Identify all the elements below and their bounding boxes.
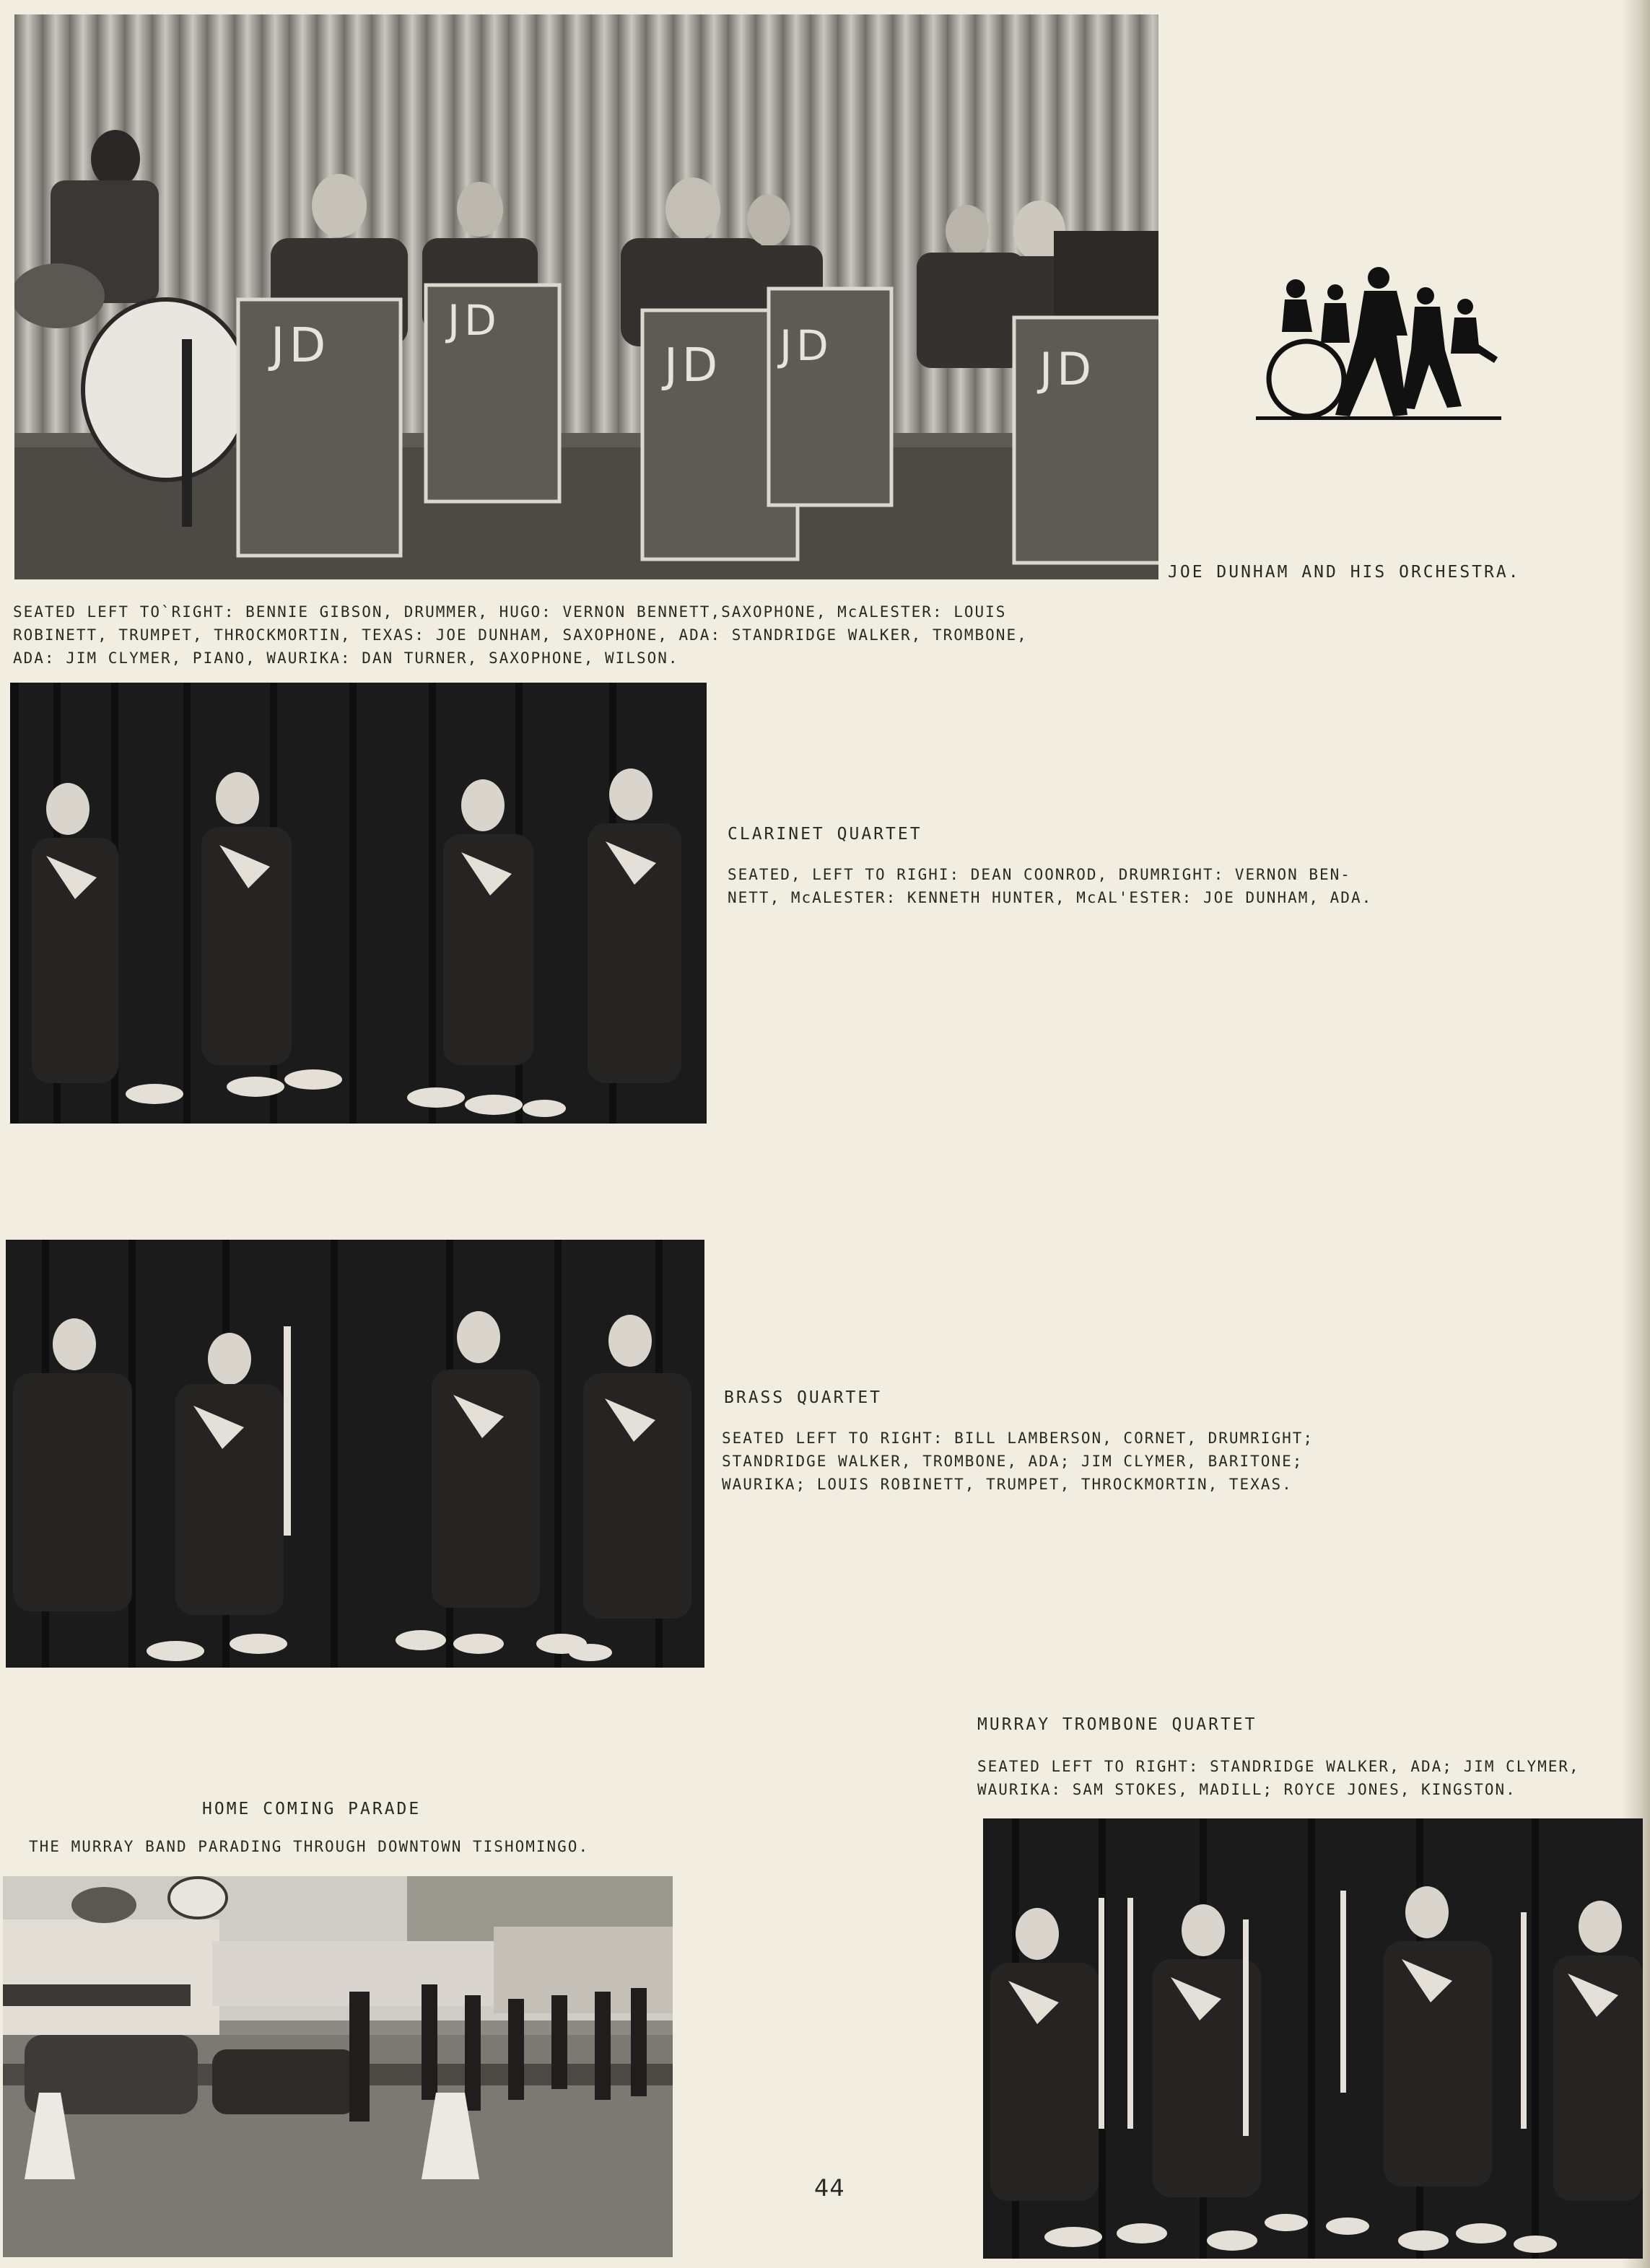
clarinet-quartet-caption: SEATED, LEFT TO RIGHI: DEAN COONROD, DRUMRIGHT: VERNON BEN- NETT, McALESTER: KENNETH HUNTER, McAL'ESTER: JOE DUNHAM, ADA. (728, 866, 1373, 906)
stand-label: JD (664, 339, 723, 393)
page-number: 44 (814, 2174, 845, 2202)
orchestra-photo (14, 14, 1158, 579)
brass-quartet-title: BRASS QUARTET (724, 1388, 883, 1407)
orchestra-caption: SEATED LEFT TO`RIGHT: BENNIE GIBSON, DRUMMER, HUGO: VERNON BENNETT,SAXOPHONE, McALESTER: LOUIS ROBINETT, TRUMPET, THROCKMORTIN, TEXAS: JOE DUNHAM, SAXOPHONE, ADA: STANDRIDGE WALKER, TROMBONE, ADA: JIM CLYMER, PIANO, WAURIKA: DAN TURNER, SAXOPHONE, WILSON. (13, 603, 1028, 667)
trombone-quartet-photo (983, 1818, 1643, 2259)
stand-label: JD (780, 321, 833, 370)
parade-title: HOME COMING PARADE (202, 1800, 422, 1818)
brass-quartet-caption: SEATED LEFT TO RIGHT: BILL LAMBERSON, CORNET, DRUMRIGHT; STANDRIDGE WALKER, TROMBONE, ADA; JIM CLYMER, BARITONE; WAURIKA; LOUIS ROBINETT, TRUMPET, THROCKMORTIN, TEXAS. (722, 1429, 1314, 1493)
parade-photo (3, 1876, 673, 2257)
trombone-quartet-caption: SEATED LEFT TO RIGHT: STANDRIDGE WALKER, ADA; JIM CLYMER, WAURIKA: SAM STOKES, MADILL; ROYCE JONES, KINGSTON. (977, 1758, 1580, 1798)
stand-label: JD (1039, 343, 1096, 395)
clarinet-quartet-photo (10, 683, 707, 1124)
trombone-quartet-title: MURRAY TROMBONE QUARTET (977, 1715, 1257, 1734)
clarinet-quartet-title: CLARINET QUARTET (728, 825, 922, 844)
brass-quartet-photo (6, 1240, 704, 1668)
orchestra-title: JOE DUNHAM AND HIS ORCHESTRA. (1168, 563, 1521, 582)
band-logo-icon (1256, 263, 1501, 426)
stand-label: JD (448, 296, 501, 345)
stand-label: JD (271, 318, 331, 373)
parade-caption: THE MURRAY BAND PARADING THROUGH DOWNTOWN TISHOMINGO. (29, 1838, 590, 1855)
